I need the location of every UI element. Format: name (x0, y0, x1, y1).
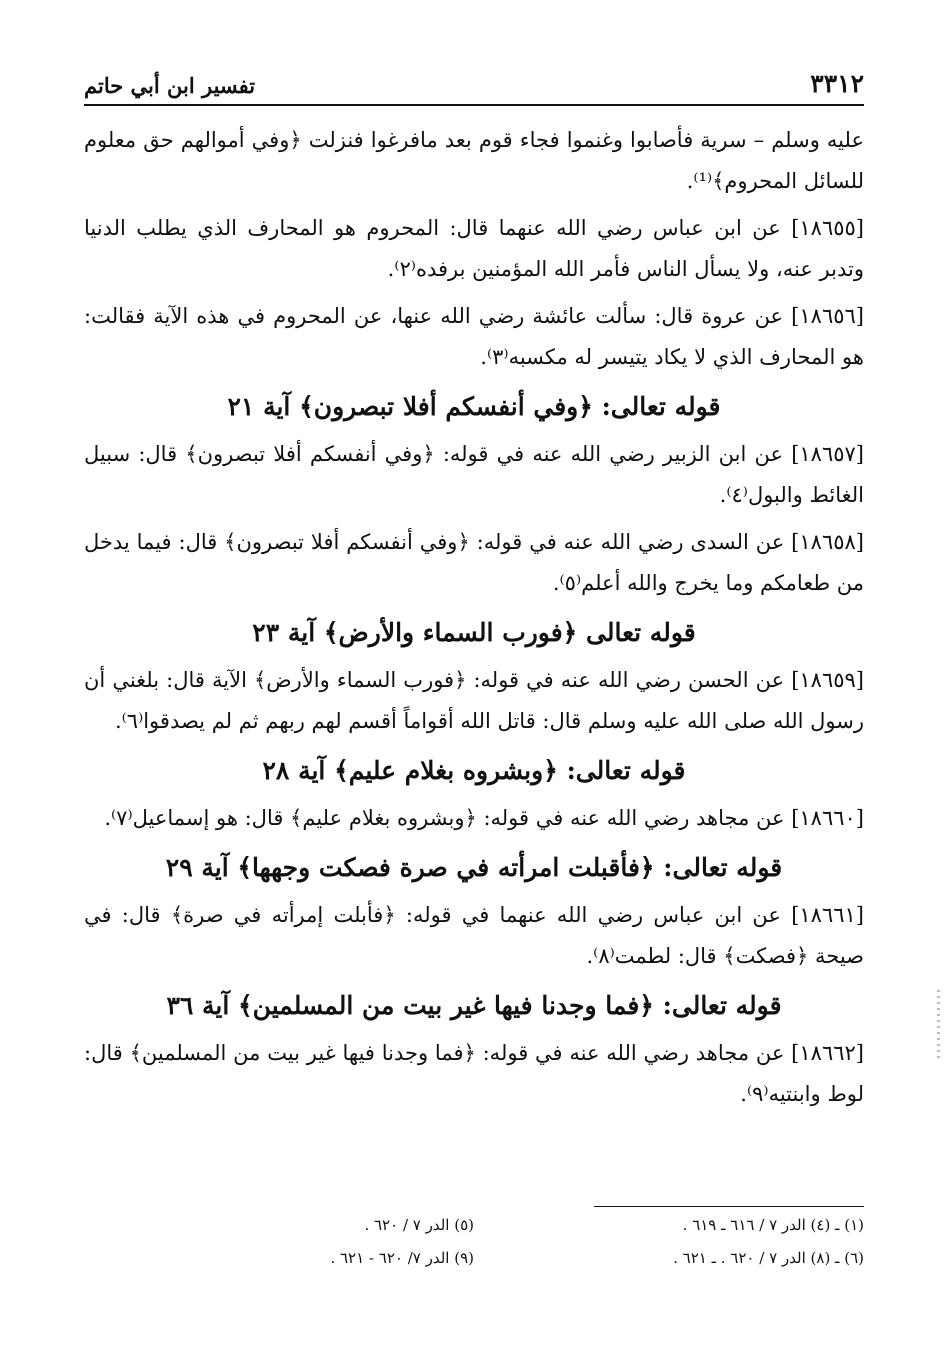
footnotes-right-column (474, 1209, 864, 1275)
section-heading: قوله تعالى: ﴿وفي أنفسكم أفلا تبصرون﴾ آية ٢١ (227, 392, 721, 421)
section-heading: قوله تعالى: ﴿فأقبلت امرأته في صرة فصكت وجهها﴾ آية ٢٩ (165, 853, 783, 882)
paragraph: [١٨٦٥٥] عن ابن عباس رضي الله عنهما قال: المحروم هو المحارف الذي يطلب الدنيا وتدبر عنه، ولا يسأل الناس فأمر الله المؤمنين برفده⁽٢⁾. (84, 216, 864, 281)
page-body (84, 120, 864, 1115)
paragraph: [١٨٦٥٩] عن الحسن رضي الله عنه في قوله: ﴿فورب السماء والأرض﴾ الآية قال: بلغني أن رسول الله صلى الله عليه وسلم قال: قاتل الله أقواماً أقسم لهم ربهم ثم لم يصدقوا⁽٦⁾. (84, 668, 864, 733)
page-header (84, 58, 864, 106)
footnotes (84, 1206, 864, 1275)
footnotes-left-column (84, 1209, 474, 1275)
paragraph: [١٨٦٥٦] عن عروة قال: سألت عائشة رضي الله عنها، عن المحروم في هذه الآية فقالت: هو المحارف الذي لا يكاد يتيسر له مكسبه⁽٣⁾. (84, 304, 864, 369)
paragraph: [١٨٦٦٠] عن مجاهد رضي الله عنه في قوله: ﴿وبشروه بغلام عليم﴾ قال: هو إسماعيل⁽٧⁾. (104, 806, 864, 830)
footnote: (٦) ـ (٨) الدر ٧ / ٦٢٠ . ـ ٦٢١ . (673, 1249, 864, 1267)
section-heading: قوله تعالى: ﴿وبشروه بغلام عليم﴾ آية ٢٨ (262, 756, 686, 785)
paragraph: [١٨٦٦١] عن ابن عباس رضي الله عنهما في قوله: ﴿فأبلت إمرأته في صرة﴾ قال: في صيحة ﴿فصكت﴾ قال: لطمت⁽٨⁾. (84, 903, 864, 968)
paragraph: عليه وسلم – سرية فأصابوا وغنموا فجاء قوم بعد مافرغوا فنزلت ﴿وفي أموالهم حق معلوم للسائل المحروم﴾⁽¹⁾. (84, 128, 864, 193)
footnote: (١) ـ (٤) الدر ٧ / ٦١٦ ـ ٦١٩ . (682, 1216, 864, 1234)
section-heading: قوله تعالى ﴿فورب السماء والأرض﴾ آية ٢٣ (252, 618, 696, 647)
footnote: (٩) الدر ٧/ ٦٢٠ - ٦٢١ . (330, 1249, 474, 1267)
book-title: تفسير ابن أبي حاتم (84, 73, 256, 98)
section-heading: قوله تعالى: ﴿فما وجدنا فيها غير بيت من المسلمين﴾ آية ٣٦ (166, 991, 782, 1020)
footnote-rule (594, 1206, 864, 1207)
scan-artifact (937, 990, 940, 1060)
page-number: ٣٣١٢ (810, 69, 864, 98)
paragraph: [١٨٦٥٧] عن ابن الزبير رضي الله عنه في قوله: ﴿وفي أنفسكم أفلا تبصرون﴾ قال: سبيل الغائط والبول⁽٤⁾. (84, 442, 864, 507)
paragraph: [١٨٦٥٨] عن السدى رضي الله عنه في قوله: ﴿وفي أنفسكم أفلا تبصرون﴾ قال: فيما يدخل من طعامكم وما يخرج والله أعلم⁽٥⁾. (84, 530, 864, 595)
paragraph: [١٨٦٦٢] عن مجاهد رضي الله عنه في قوله: ﴿فما وجدنا فيها غير بيت من المسلمين﴾ قال: لوط وابنتيه⁽٩⁾. (84, 1041, 864, 1106)
footnote: (٥) الدر ٧ / ٦٢٠ . (364, 1216, 474, 1234)
page (84, 58, 864, 1121)
